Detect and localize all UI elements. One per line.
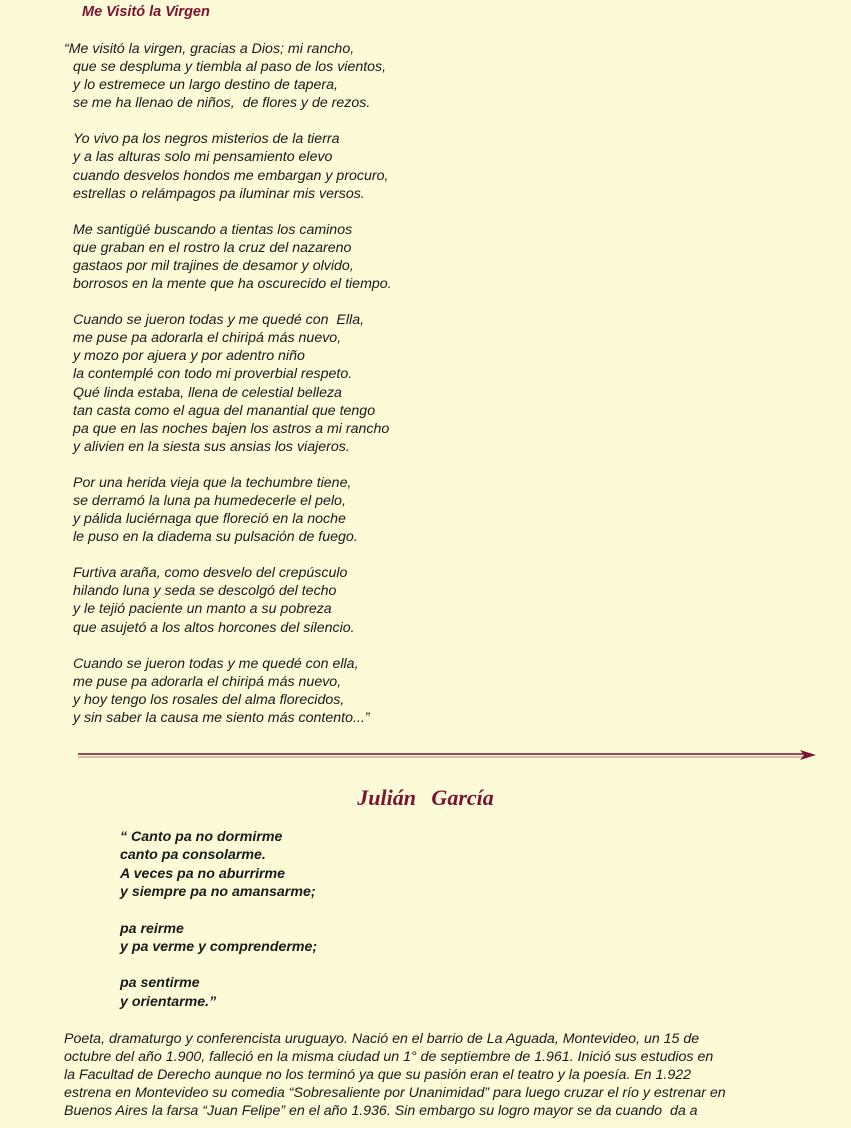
bio-line: la Facultad de Derecho aunque no los terminó ya que su pasión eran el teatro y la poesía. En 1.922 — [64, 1067, 692, 1084]
poem-stanza — [64, 474, 784, 546]
quote-line: pa sentirme — [120, 975, 200, 992]
poem-line: y hoy tengo los rosales del alma florecidos, — [73, 691, 345, 708]
poem-line: borrosos en la mente que ha oscurecido el tiempo. — [73, 276, 392, 293]
poem-body — [64, 40, 784, 745]
poem-stanza — [64, 311, 784, 456]
poem-line: que se despluma y tiembla al paso de los vientos, — [73, 59, 387, 76]
poem-line: y sin saber la causa me siento más contento...” — [73, 709, 370, 726]
poem-line: Cuando se jueron todas y me quedé con Ella, — [73, 312, 365, 329]
arrow-divider — [78, 748, 818, 762]
quote-stanza — [120, 920, 620, 957]
poem-title: Me Visitó la Virgen — [82, 4, 210, 20]
bio-line: estrena en Montevideo su comedia “Sobresaliente por Unanimidad” para luego cruzar el río y estrenar en — [64, 1085, 726, 1102]
poem-line: y le tejió paciente un manto a su pobreza — [73, 601, 332, 618]
quote-line: “ Canto pa no dormirme — [120, 829, 283, 845]
poem-line: que graban en el rostro la cruz del nazareno — [73, 239, 352, 256]
poem-line: pa que en las noches bajen los astros a mi rancho — [73, 420, 390, 437]
poem-line: me puse pa adorarla el chiripá más nuevo, — [73, 673, 342, 690]
author-quote — [120, 828, 620, 1029]
quote-stanza — [120, 828, 620, 902]
poem-line: y mozo por ajuera y por adentro niño — [73, 348, 305, 365]
poem-line: hilando luna y seda se descolgó del techo — [73, 583, 337, 600]
poem-line: que asujetó a los altos horcones del silencio. — [73, 619, 355, 636]
poem-stanza — [64, 130, 784, 202]
poem-line: cuando desvelos hondos me embargan y procuro, — [73, 167, 389, 184]
poem-stanza — [64, 221, 784, 293]
author-name: Julián García — [357, 785, 494, 810]
poem-line: y lo estremece un largo destino de tapera, — [73, 77, 338, 94]
poem-line: y pálida luciérnaga que floreció en la noche — [73, 511, 346, 528]
poem-line: la contemplé con todo mi proverbial respeto. — [73, 366, 353, 383]
author-biography — [64, 1030, 794, 1120]
poem-line: estrellas o relámpagos pa iluminar mis versos. — [73, 185, 365, 202]
poem-line: Furtiva araña, como desvelo del crepúsculo — [73, 565, 348, 582]
poem-line: y alivien en la siesta sus ansias los viajeros. — [73, 438, 350, 455]
quote-stanza — [120, 974, 620, 1011]
poem-line: Qué linda estaba, llena de celestial belleza — [73, 384, 342, 401]
poem-line: Me santigüé buscando a tientas los caminos — [73, 221, 353, 238]
poem-line: Yo vivo pa los negros misterios de la tierra — [73, 131, 340, 148]
poem-line: se me ha llenao de niños, de flores y de rezos. — [73, 95, 371, 112]
bio-line: Poeta, dramaturgo y conferencista uruguayo. Nació en el barrio de La Aguada, Montevideo, un 15 de — [64, 1031, 700, 1047]
bio-line: octubre del año 1.900, falleció en la misma ciudad un 1° de septiembre de 1.961. Inició sus estudios en — [64, 1049, 714, 1066]
poem-line: se derramó la luna pa humedecerle el pelo, — [73, 492, 346, 509]
quote-line: y pa verme y comprenderme; — [120, 939, 318, 956]
poem-line: “Me visitó la virgen, gracias a Dios; mi rancho, — [64, 41, 355, 57]
quote-line: A veces pa no aburrirme — [120, 865, 286, 882]
poem-line: tan casta como el agua del manantial que tengo — [73, 402, 376, 419]
poem-stanza — [64, 655, 784, 727]
quote-line: pa reirme — [120, 920, 184, 937]
poem-line: me puse pa adorarla el chiripá más nuevo, — [73, 330, 342, 347]
poem-line: le puso en la diadema su pulsación de fuego. — [73, 529, 358, 546]
poem-stanza — [64, 40, 784, 112]
poem-line: Por una herida vieja que la techumbre tiene, — [73, 474, 352, 491]
quote-line: y siempre pa no amansarme; — [120, 884, 316, 901]
quote-line: y orientarme.” — [120, 993, 217, 1010]
poem-line: Cuando se jueron todas y me quedé con ella, — [73, 655, 359, 672]
poem-line: y a las alturas solo mi pensamiento elevo — [73, 149, 333, 166]
poem-stanza — [64, 564, 784, 636]
poem-line: gastaos por mil trajines de desamor y olvido, — [73, 257, 354, 274]
quote-line: canto pa consolarme. — [120, 847, 266, 864]
bio-line: Buenos Aires la farsa “Juan Felipe” en el año 1.936. Sin embargo su logro mayor se da cuando da a — [64, 1103, 698, 1120]
